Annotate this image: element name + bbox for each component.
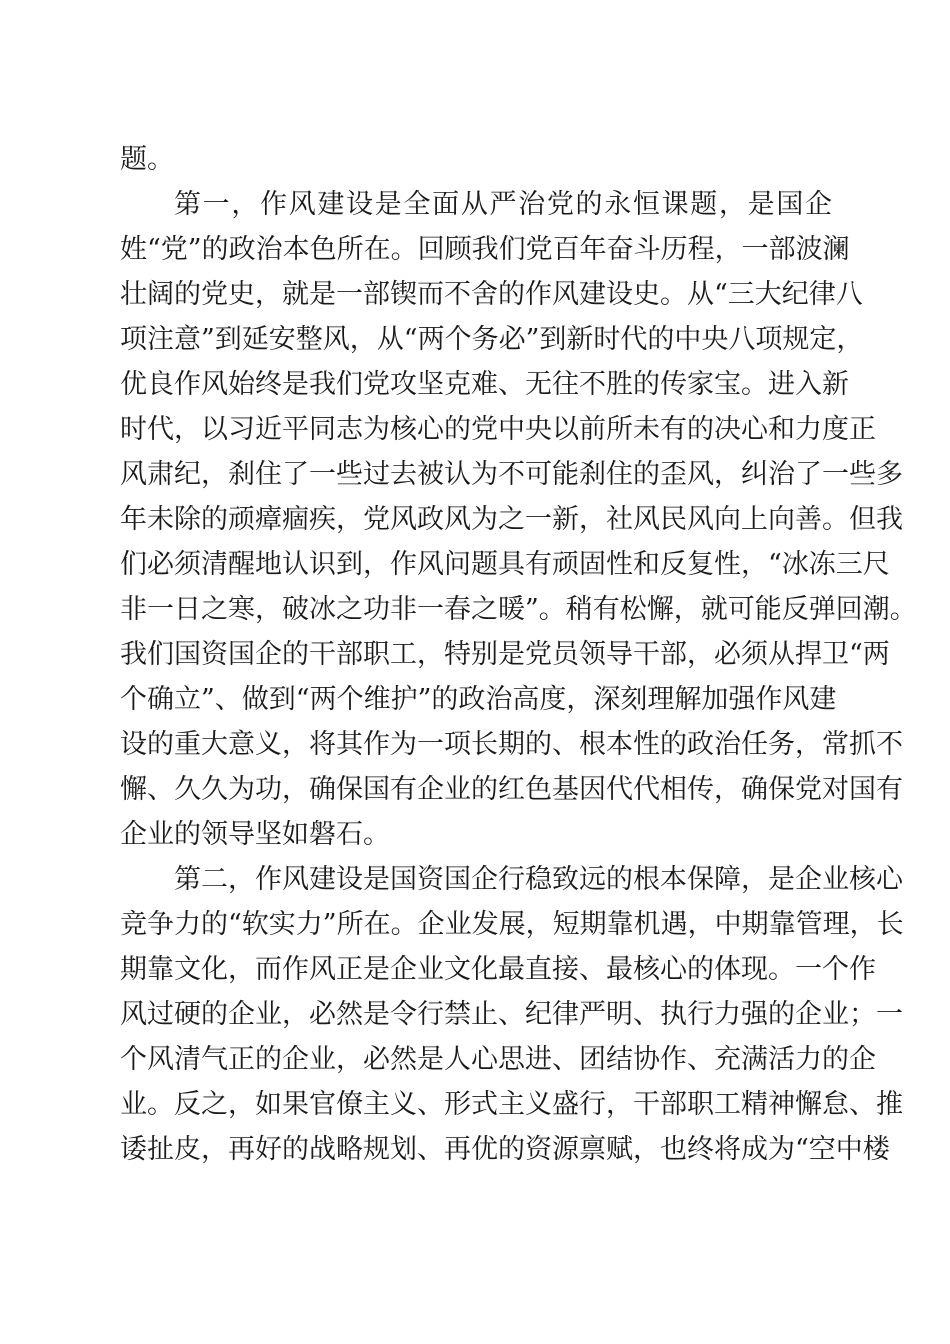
text-line: 期靠文化，而作风正是企业文化最直接、最核心的体现。一个作 [120,954,876,985]
text-line: 非一日之寒，破冰之功非一春之暖”。稍有松懈，就可能反弹回潮。 [120,594,917,625]
text-line: 设的重大意义，将其作为一项长期的、根本性的政治任务，常抓不 [120,729,903,760]
text-line: 时代，以习近平同志为核心的党中央以前所未有的决心和力度正 [120,414,876,445]
text-line: 姓“党”的政治本色所在。回顾我们党百年奋斗历程，一部波澜 [120,234,850,265]
text-line: 年未除的顽瘴痼疾，党风政风为之一新，社风民风向上向善。但我 [120,504,903,535]
paragraph-2-first-line: 第二，作风建设是国资国企行稳致远的根本保障，是企业核心 [174,864,903,895]
text-line: 项注意”到延安整风，从“两个务必”到新时代的中央八项规定， [120,324,864,355]
text-line: 竞争力的“软实力”所在。企业发展，短期靠机遇，中期靠管理，长 [120,909,904,940]
text-line: 诿扯皮，再好的战略规划、再优的资源禀赋，也终将成为“空中楼 [120,1134,890,1165]
text-line: 个确立”、做到“两个维护”的政治高度，深刻理解加强作风建 [120,684,837,715]
text-line: 业。反之，如果官僚主义、形式主义盛行，干部职工精神懈怠、推 [120,1089,903,1120]
text-line: 优良作风始终是我们党攻坚克难、无往不胜的传家宝。进入新 [120,369,849,400]
paragraph-1-first-line: 第一，作风建设是全面从严治党的永恒课题，是国企 [174,189,832,220]
text-line: 题。 [120,144,174,175]
text-line: 风过硬的企业，必然是令行禁止、纪律严明、执行力强的企业；一 [120,999,903,1030]
text-line: 懈、久久为功，确保国有企业的红色基因代代相传，确保党对国有 [120,774,903,805]
text-line: 我们国资国企的干部职工，特别是党员领导干部，必须从捍卫“两 [120,639,890,670]
text-line: 企业的领导坚如磐石。 [120,819,390,850]
text-line: 风肃纪，刹住了一些过去被认为不可能刹住的歪风，纠治了一些多 [120,459,903,490]
text-line: 壮阔的党史，就是一部锲而不舍的作风建设史。从“三大纪律八 [120,279,863,310]
text-line: 个风清气正的企业，必然是人心思进、团结协作、充满活力的企 [120,1044,876,1075]
text-line: 们必须清醒地认识到，作风问题具有顽固性和反复性，“冰冻三尺 [120,549,890,580]
